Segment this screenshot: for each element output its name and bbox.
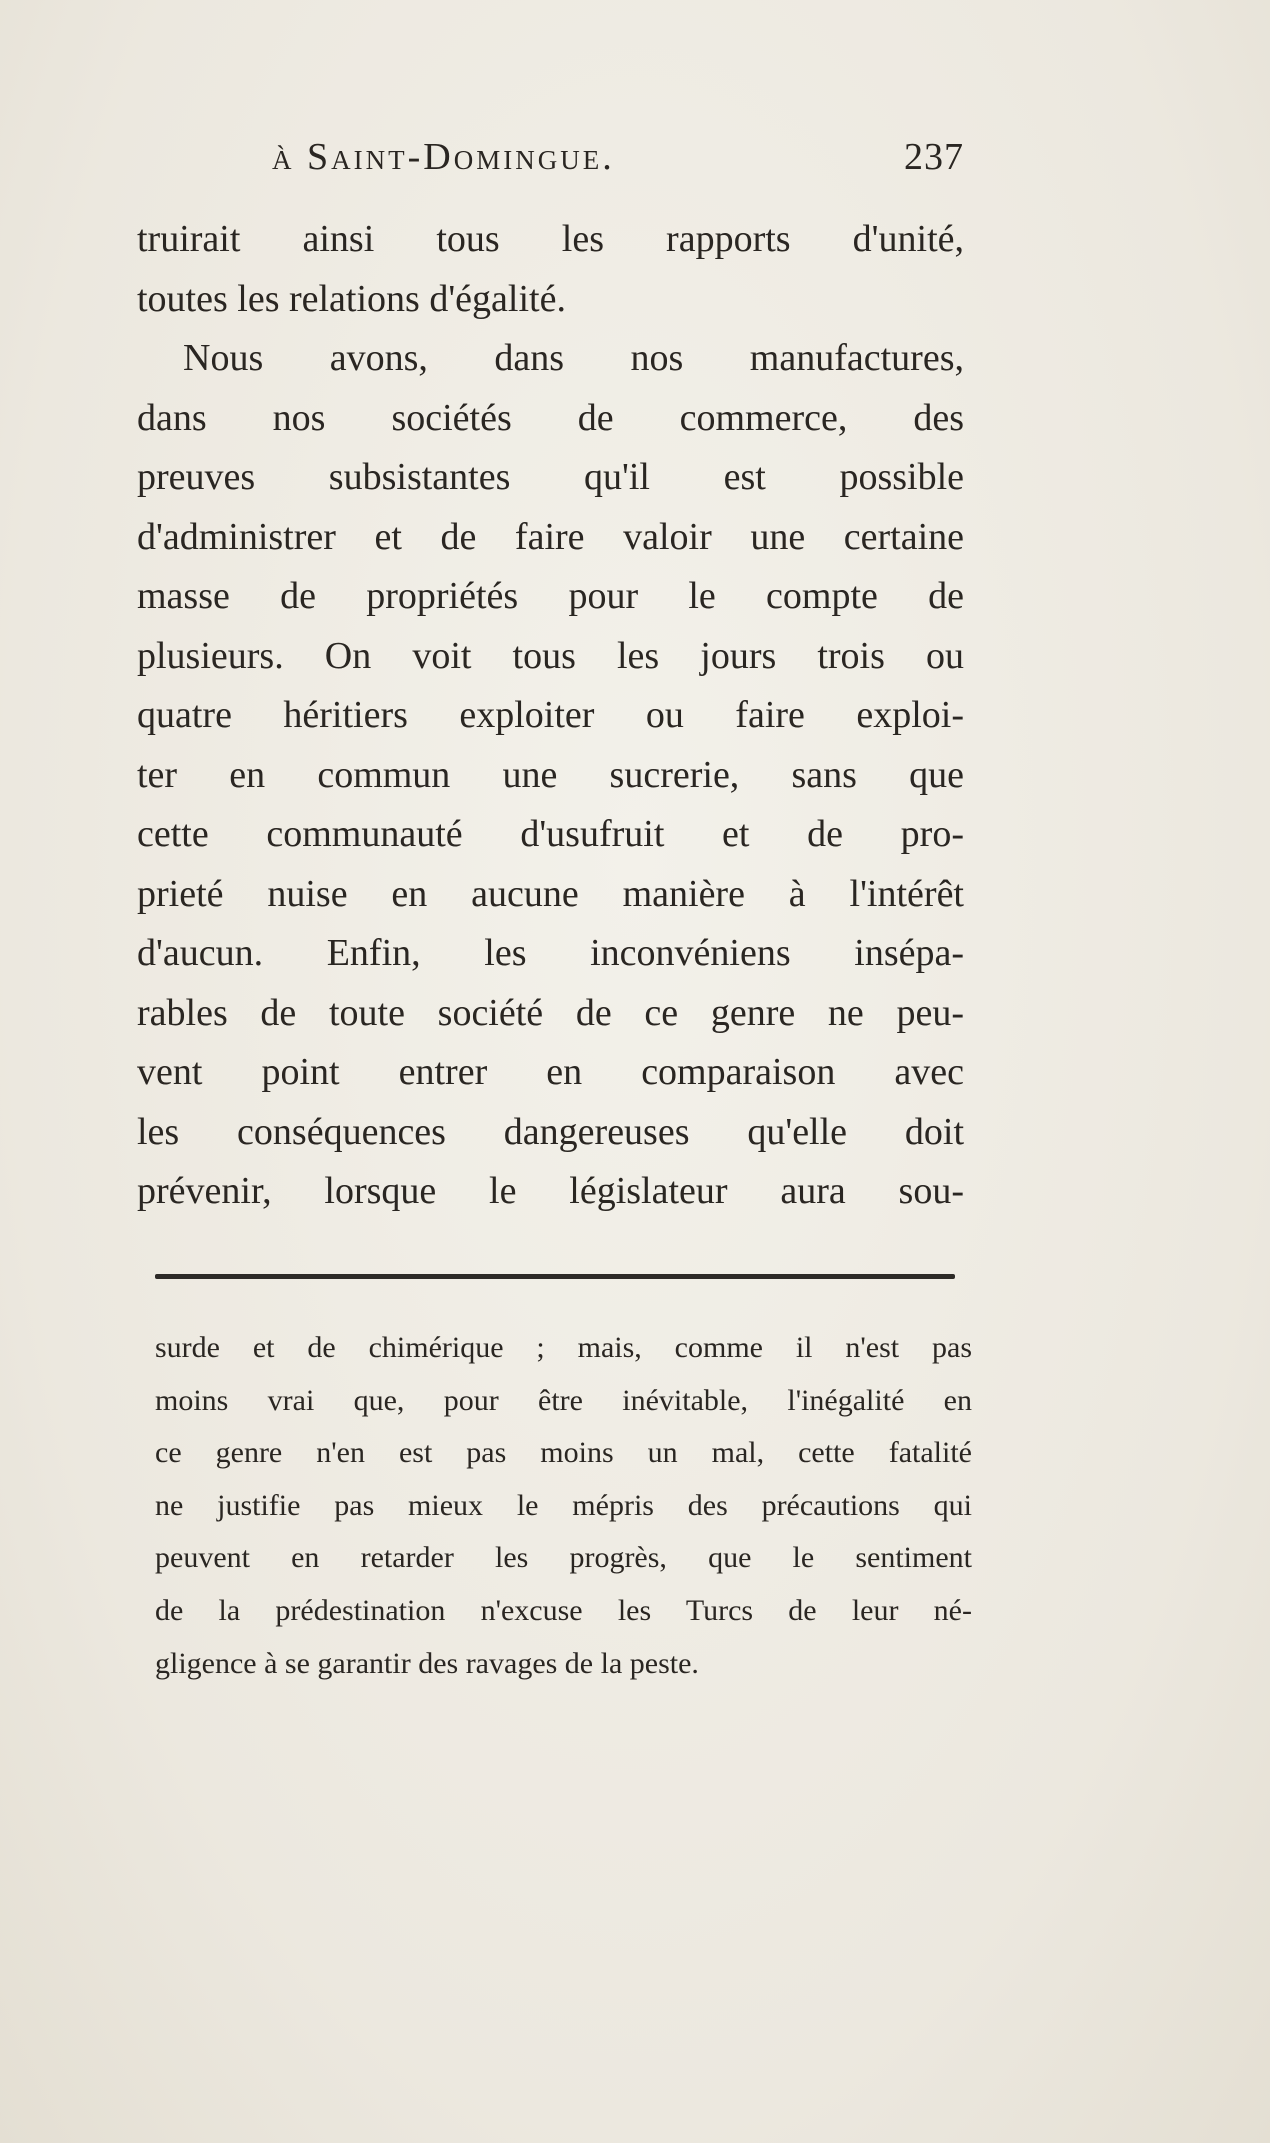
page-number: 237: [904, 136, 964, 178]
text-line: ter en commun une sucrerie, sans que: [137, 753, 964, 796]
text-line: vent point entrer en comparaison avec: [137, 1051, 964, 1093]
body-text: [137, 210, 964, 1222]
text-line: les conséquences dangereuses qu'elle doit: [137, 1110, 964, 1153]
text-line: dans nos sociétés de commerce, des: [137, 396, 964, 439]
text-line: d'aucun. Enfin, les inconvéniens insépa-: [137, 932, 964, 974]
footnote-line: ne justifie pas mieux le mépris des précautions qui: [155, 1488, 972, 1522]
running-title: à Saint-Domingue.: [272, 136, 615, 178]
text-line: rables de toute société de ce genre ne peu-: [137, 991, 964, 1034]
footnote-line: moins vrai que, pour être inévitable, l'inégalité en: [155, 1383, 972, 1417]
footnote-line: peuvent en retarder les progrès, que le sentiment: [155, 1541, 972, 1575]
footnote-line: surde et de chimérique ; mais, comme il n'est pas: [155, 1331, 972, 1364]
text-line: plusieurs. On voit tous les jours trois ou: [137, 634, 964, 677]
text-line: truirait ainsi tous les rapports d'unité,: [137, 218, 964, 260]
text-line: Nous avons, dans nos manufactures,: [183, 337, 964, 379]
text-line: toutes les relations d'égalité.: [137, 277, 566, 320]
text-line: quatre héritiers exploiter ou faire exploi-: [137, 694, 964, 736]
footnote: [155, 1322, 972, 1690]
text-line: prieté nuise en aucune manière à l'intérêt: [137, 872, 964, 915]
text-line: prévenir, lorsque le législateur aura sou-: [137, 1170, 964, 1212]
page-header: [137, 135, 964, 185]
footnote-line: ce genre n'en est pas moins un mal, cette fatalité: [155, 1436, 972, 1470]
footnote-rule: [155, 1274, 955, 1279]
footnote-line: de la prédestination n'excuse les Turcs de leur né-: [155, 1593, 972, 1627]
text-line: d'administrer et de faire valoir une certaine: [137, 515, 964, 558]
text-line: masse de propriétés pour le compte de: [137, 575, 964, 617]
text-line: cette communauté d'usufruit et de pro-: [137, 813, 964, 855]
footnote-line: gligence à se garantir des ravages de la peste.: [155, 1646, 699, 1680]
text-line: preuves subsistantes qu'il est possible: [137, 456, 964, 498]
